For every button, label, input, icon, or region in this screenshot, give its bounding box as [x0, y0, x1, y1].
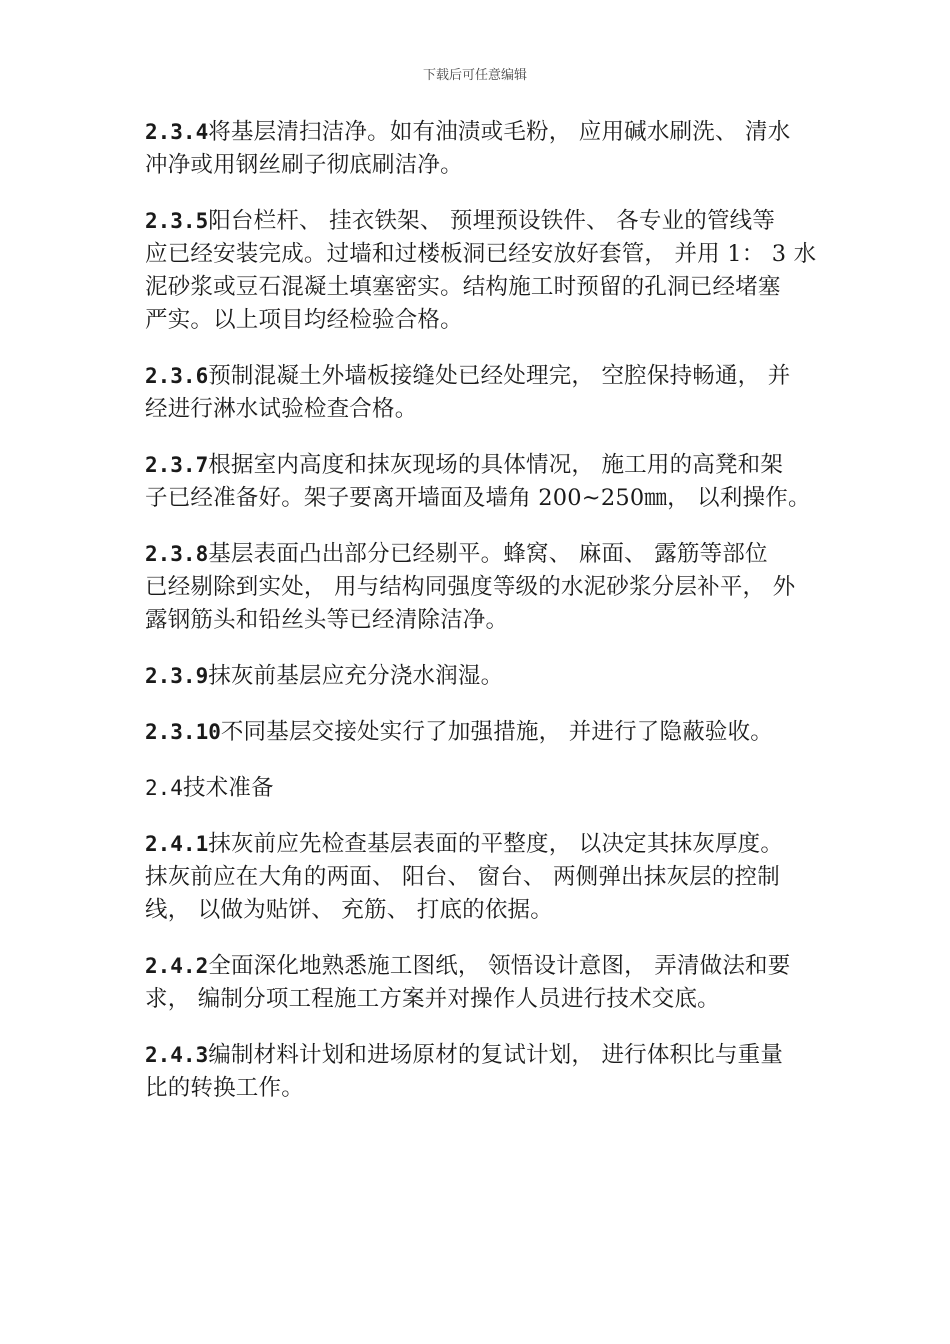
paragraph-line: 露钢筋头和铅丝头等已经清除洁净。	[145, 607, 509, 633]
paragraph-line: 冲净或用钢丝刷子彻底刷洁净。	[145, 152, 463, 178]
paragraph-2-4-3	[145, 1039, 810, 1105]
paragraph-line: 线， 以做为贴饼、 充筋、 打底的依据。	[145, 897, 553, 923]
paragraph-line: 经进行淋水试验检查合格。	[145, 396, 418, 422]
section-number: 2.4.3	[145, 1043, 209, 1067]
section-number: 2.3.6	[145, 364, 209, 388]
section-number: 2.3.4	[145, 120, 209, 144]
section-number: 2.3.9	[145, 664, 209, 688]
paragraph-2-4-1	[145, 828, 810, 927]
section-number: 2.4.2	[145, 954, 209, 978]
paragraph-2-3-4	[145, 116, 810, 182]
paragraph-2-3-9	[145, 660, 810, 693]
paragraph-line: 求， 编制分项工程施工方案并对操作人员进行技术交底。	[145, 986, 720, 1012]
paragraph-line: 严实。以上项目均经检验合格。	[145, 307, 463, 333]
paragraph-line: 根据室内高度和抹灰现场的具体情况， 施工用的高凳和架	[208, 452, 784, 478]
paragraph-line: 泥砂浆或豆石混凝土填塞密实。结构施工时预留的孔洞已经堵塞	[145, 274, 781, 300]
paragraph-line: 抹灰前基层应充分浇水润湿。	[208, 663, 504, 689]
paragraph-line: 抹灰前应先检查基层表面的平整度， 以决定其抹灰厚度。	[208, 831, 784, 857]
paragraph-line: 子已经准备好。架子要离开墙面及墙角 200~250㎜， 以利操作。	[145, 485, 811, 511]
section-number: 2.3.5	[145, 209, 209, 233]
paragraph-line: 基层表面凸出部分已经剔平。蜂窝、 麻面、 露筋等部位	[208, 541, 768, 567]
paragraph-line: 已经剔除到实处， 用与结构同强度等级的水泥砂浆分层补平， 外	[145, 574, 796, 600]
section-number: 2.3.8	[145, 542, 209, 566]
paragraph-line: 应已经安装完成。过墙和过楼板洞已经安放好套管， 并用 1： 3 水	[145, 241, 817, 267]
paragraph-2-3-8	[145, 538, 810, 637]
document-body	[145, 116, 817, 1128]
paragraph-line: 编制材料计划和进场原材的复试计划， 进行体积比与重量	[208, 1042, 784, 1068]
paragraph-line: 全面深化地熟悉施工图纸， 领悟设计意图， 弄清做法和要	[208, 953, 791, 979]
section-heading-2-4	[145, 772, 810, 805]
paragraph-2-3-6	[145, 360, 810, 426]
paragraph-line: 将基层清扫洁净。如有油渍或毛粉， 应用碱水刷洗、 清水	[208, 119, 791, 145]
paragraph-line: 预制混凝土外墙板接缝处已经处理完， 空腔保持畅通， 并	[208, 363, 791, 389]
paragraph-2-4-2	[145, 950, 810, 1016]
section-number: 2.4.1	[145, 832, 209, 856]
paragraph-2-3-10	[145, 716, 810, 749]
paragraph-line: 抹灰前应在大角的两面、 阳台、 窗台、 两侧弹出抹灰层的控制	[145, 864, 780, 890]
section-number: 2.3.7	[145, 453, 209, 477]
section-number: 2.4	[145, 776, 183, 800]
paragraph-line: 比的转换工作。	[145, 1075, 304, 1101]
paragraph-2-3-5	[145, 205, 817, 337]
paragraph-line: 不同基层交接处实行了加强措施， 并进行了隐蔽验收。	[220, 719, 774, 745]
section-title: 技术准备	[182, 775, 274, 801]
paragraph-line: 阳台栏杆、 挂衣铁架、 预埋预设铁件、 各专业的管线等	[208, 208, 776, 234]
page-header-note: 下载后可任意编辑	[422, 68, 527, 83]
section-number: 2.3.10	[145, 720, 221, 744]
paragraph-2-3-7	[145, 449, 810, 515]
